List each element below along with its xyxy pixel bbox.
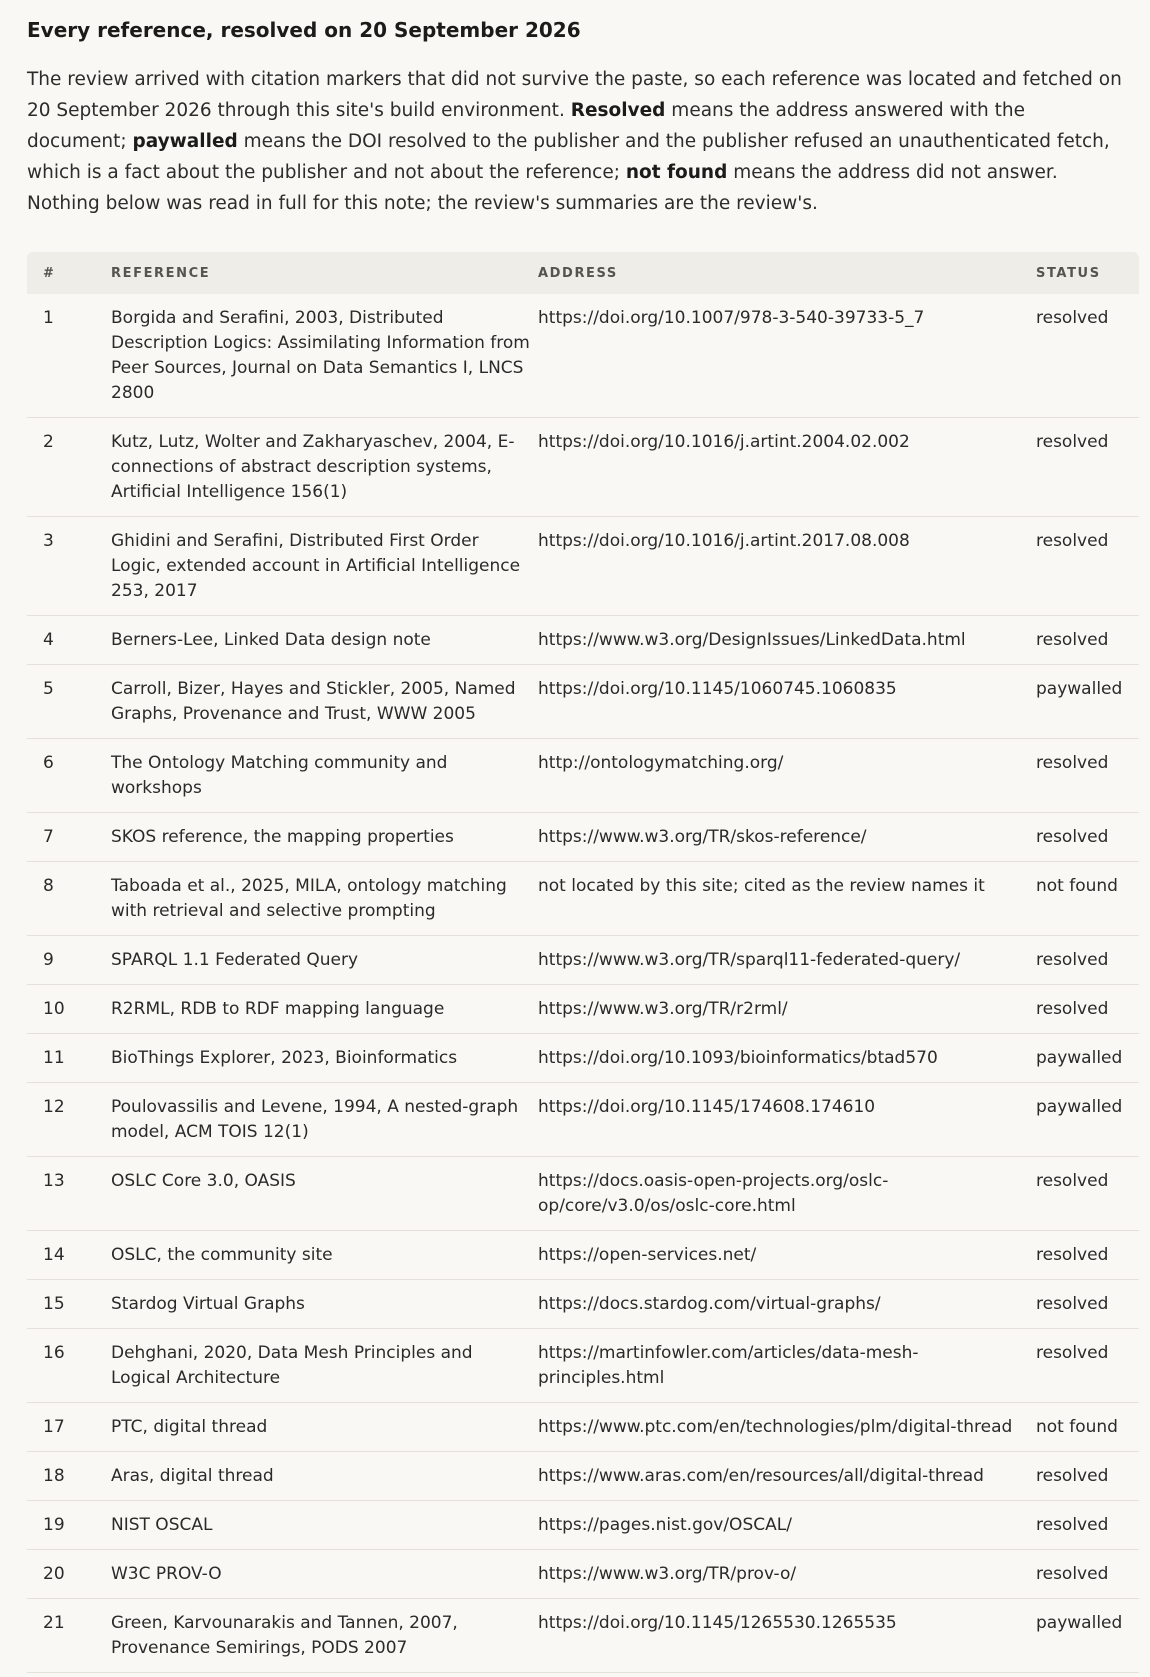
intro-text-4: means the address did not answer. Nothing below was read in full for this note; the review's summaries are the review's. (27, 162, 1058, 214)
reference-cell: W3C PROV-O (111, 1550, 538, 1599)
reference-cell: Ghidini and Serafini, Distributed First Order Logic, extended account in Artificial Intelligence 253, 2017 (111, 517, 538, 616)
status-cell: resolved (1036, 616, 1139, 665)
status-cell: resolved (1036, 813, 1139, 862)
table-row (27, 1599, 1139, 1673)
row-number: 12 (27, 1083, 111, 1157)
reference-cell: Borgida and Serafini, 2003, Distributed Description Logics: Assimilating Information from Peer Sources, Journal on Data Semantics I, LNCS 2800 (111, 294, 538, 418)
reference-cell: SPARQL 1.1 Federated Query (111, 936, 538, 985)
status-cell: paywalled (1036, 665, 1139, 739)
reference-cell: Green, Karvounarakis and Tannen, 2007, Provenance Semirings, PODS 2007 (111, 1599, 538, 1673)
status-cell: resolved (1036, 985, 1139, 1034)
address-cell: https://doi.org/10.1145/1060745.1060835 (538, 665, 1036, 739)
status-cell: resolved (1036, 1329, 1139, 1403)
address-cell: https://docs.oasis-open-projects.org/oslc-op/core/v3.0/os/oslc-core.html (538, 1157, 1036, 1231)
reference-cell: R2RML, RDB to RDF mapping language (111, 985, 538, 1034)
table-row (27, 1452, 1139, 1501)
term-paywalled: paywalled (132, 131, 238, 152)
status-cell: resolved (1036, 294, 1139, 418)
status-cell: resolved (1036, 1501, 1139, 1550)
reference-cell: Dehghani, 2020, Data Mesh Principles and Logical Architecture (111, 1329, 538, 1403)
table-header (27, 252, 1139, 294)
address-cell: https://www.aras.com/en/resources/all/digital-thread (538, 1452, 1036, 1501)
table-row (27, 1550, 1139, 1599)
table-row (27, 985, 1139, 1034)
row-number: 16 (27, 1329, 111, 1403)
row-number: 5 (27, 665, 111, 739)
status-cell: resolved (1036, 1452, 1139, 1501)
reference-cell: Berners-Lee, Linked Data design note (111, 616, 538, 665)
table-row (27, 1034, 1139, 1083)
status-cell: resolved (1036, 1550, 1139, 1599)
address-cell: https://www.w3.org/TR/prov-o/ (538, 1550, 1036, 1599)
reference-cell: Taboada et al., 2025, MILA, ontology matching with retrieval and selective prompting (111, 862, 538, 936)
row-number: 3 (27, 517, 111, 616)
column-header-reference: REFERENCE (111, 265, 211, 281)
table-row (27, 1231, 1139, 1280)
reference-cell: OSLC, the community site (111, 1231, 538, 1280)
intro-text-2: means the address answered with the document; (27, 100, 1025, 152)
table-row (27, 1403, 1139, 1452)
table-row (27, 739, 1139, 813)
column-header-address: ADDRESS (538, 265, 618, 281)
status-cell: paywalled (1036, 1083, 1139, 1157)
row-number: 13 (27, 1157, 111, 1231)
column-header-number: # (43, 265, 56, 281)
status-cell: paywalled (1036, 1599, 1139, 1673)
table-body (27, 294, 1139, 1673)
table-header-row (27, 252, 1139, 294)
intro-text-1: The review arrived with citation markers that did not survive the paste, so each reference was located and fetched on 20 September 2026 through this site's build environment. (27, 69, 1122, 121)
table-row (27, 517, 1139, 616)
row-number: 7 (27, 813, 111, 862)
table-row (27, 1501, 1139, 1550)
reference-cell: The Ontology Matching community and workshops (111, 739, 538, 813)
intro-paragraph (27, 64, 1123, 219)
row-number: 4 (27, 616, 111, 665)
status-cell: paywalled (1036, 1034, 1139, 1083)
status-cell: resolved (1036, 1231, 1139, 1280)
row-number: 2 (27, 418, 111, 517)
address-cell: https://doi.org/10.1007/978-3-540-39733-5_7 (538, 294, 1036, 418)
address-cell: https://doi.org/10.1145/174608.174610 (538, 1083, 1036, 1157)
table-row (27, 1280, 1139, 1329)
status-cell: resolved (1036, 739, 1139, 813)
table-row (27, 665, 1139, 739)
address-cell: https://www.w3.org/DesignIssues/LinkedData.html (538, 616, 1036, 665)
address-cell: https://pages.nist.gov/OSCAL/ (538, 1501, 1036, 1550)
row-number: 14 (27, 1231, 111, 1280)
reference-cell: NIST OSCAL (111, 1501, 538, 1550)
address-cell: https://www.w3.org/TR/skos-reference/ (538, 813, 1036, 862)
table-row (27, 418, 1139, 517)
reference-cell: BioThings Explorer, 2023, Bioinformatics (111, 1034, 538, 1083)
address-cell: https://doi.org/10.1093/bioinformatics/btad570 (538, 1034, 1036, 1083)
status-cell: resolved (1036, 1280, 1139, 1329)
reference-cell: SKOS reference, the mapping properties (111, 813, 538, 862)
table-row (27, 813, 1139, 862)
row-number: 8 (27, 862, 111, 936)
reference-cell: PTC, digital thread (111, 1403, 538, 1452)
reference-cell: Carroll, Bizer, Hayes and Stickler, 2005, Named Graphs, Provenance and Trust, WWW 2005 (111, 665, 538, 739)
row-number: 6 (27, 739, 111, 813)
status-cell: resolved (1036, 418, 1139, 517)
address-cell: http://ontologymatching.org/ (538, 739, 1036, 813)
address-cell: https://www.w3.org/TR/sparql11-federated-query/ (538, 936, 1036, 985)
table-row (27, 1329, 1139, 1403)
reference-cell: Poulovassilis and Levene, 1994, A nested-graph model, ACM TOIS 12(1) (111, 1083, 538, 1157)
row-number: 18 (27, 1452, 111, 1501)
row-number: 19 (27, 1501, 111, 1550)
address-cell: https://doi.org/10.1145/1265530.1265535 (538, 1599, 1036, 1673)
status-cell: resolved (1036, 936, 1139, 985)
term-resolved: Resolved (570, 100, 666, 121)
column-header-status: STATUS (1036, 265, 1101, 281)
row-number: 9 (27, 936, 111, 985)
references-table (27, 252, 1139, 1673)
row-number: 21 (27, 1599, 111, 1673)
address-cell: https://martinfowler.com/articles/data-mesh-principles.html (538, 1329, 1036, 1403)
status-cell: resolved (1036, 517, 1139, 616)
address-cell: not located by this site; cited as the review names it (538, 862, 1036, 936)
status-cell: not found (1036, 1403, 1139, 1452)
page-title: Every reference, resolved on 20 September 2026 (27, 18, 581, 42)
table-row (27, 616, 1139, 665)
status-cell: resolved (1036, 1157, 1139, 1231)
address-cell: https://www.w3.org/TR/r2rml/ (538, 985, 1036, 1034)
reference-cell: Kutz, Lutz, Wolter and Zakharyaschev, 2004, E-connections of abstract description systems, Artificial Intelligence 156(1) (111, 418, 538, 517)
table-row (27, 1157, 1139, 1231)
term-not-found: not found (625, 162, 728, 183)
address-cell: https://open-services.net/ (538, 1231, 1036, 1280)
reference-cell: Stardog Virtual Graphs (111, 1280, 538, 1329)
table-row (27, 294, 1139, 418)
table-row (27, 1083, 1139, 1157)
row-number: 1 (27, 294, 111, 418)
row-number: 17 (27, 1403, 111, 1452)
row-number: 11 (27, 1034, 111, 1083)
address-cell: https://www.ptc.com/en/technologies/plm/digital-thread (538, 1403, 1036, 1452)
reference-cell: Aras, digital thread (111, 1452, 538, 1501)
table-row (27, 936, 1139, 985)
row-number: 10 (27, 985, 111, 1034)
row-number: 15 (27, 1280, 111, 1329)
intro-text-3: means the DOI resolved to the publisher and the publisher refused an unauthenticated fetch, which is a fact about the publisher and not about the reference; (27, 131, 1110, 183)
status-cell: not found (1036, 862, 1139, 936)
table-row (27, 862, 1139, 936)
address-cell: https://doi.org/10.1016/j.artint.2004.02.002 (538, 418, 1036, 517)
row-number: 20 (27, 1550, 111, 1599)
address-cell: https://docs.stardog.com/virtual-graphs/ (538, 1280, 1036, 1329)
reference-cell: OSLC Core 3.0, OASIS (111, 1157, 538, 1231)
address-cell: https://doi.org/10.1016/j.artint.2017.08.008 (538, 517, 1036, 616)
